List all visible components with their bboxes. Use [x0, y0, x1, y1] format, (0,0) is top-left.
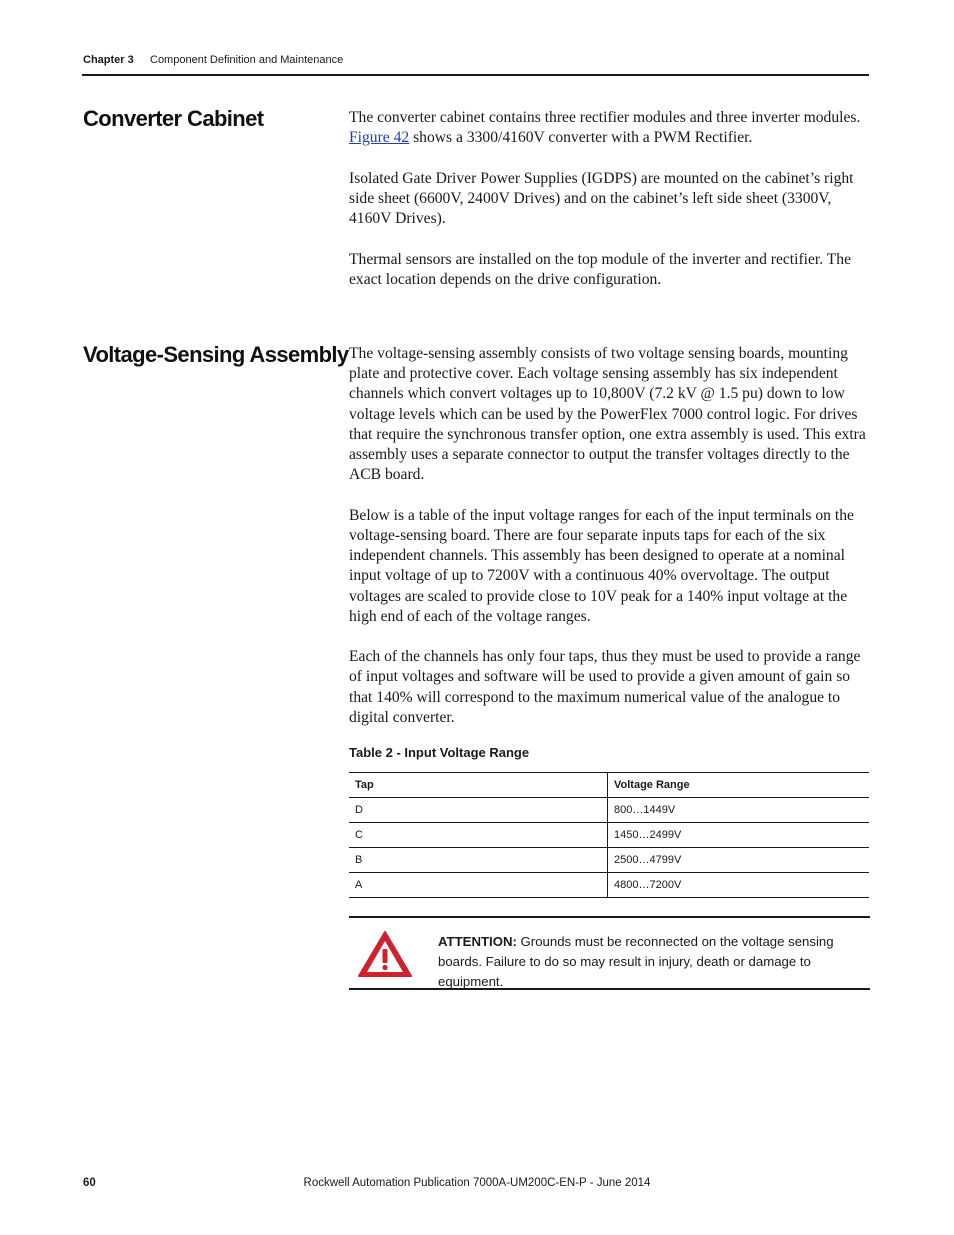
voltage-range-cell: 800…1449V [608, 798, 870, 823]
voltage-paragraph-1: The voltage-sensing assembly consists of two voltage sensing boards, mounting plate and protective cover. Each voltage sensing assembly has six independent channels which convert voltages up to 10,800V (7.2 kV @ 1.5 pu) down to low voltage levels which can be used by the PowerFlex 7000 control logic. For drives that require the synchronous transfer option, one extra assembly is used. This extra assembly uses a separate connector to output the transfer voltages directly to the ACB board. [349, 345, 866, 484]
converter-p1-text-end: shows a 3300/4160V converter with a PWM Rectifier. [409, 129, 753, 147]
converter-paragraph-2: Isolated Gate Driver Power Supplies (IGDPS) are mounted on the cabinet’s right side sheet (6600V, 2400V Drives) and on the cabinet’s left side sheet (3300V, 4160V Drives). [349, 169, 854, 228]
table-row [349, 798, 869, 823]
running-header [83, 54, 344, 66]
warning-triangle-icon [357, 930, 413, 978]
table-row [349, 848, 869, 873]
converter-p1-text: The converter cabinet contains three rectifier modules and three inverter modules. [349, 109, 861, 126]
voltage-sensing-heading: Voltage-Sensing Assembly [83, 342, 349, 367]
table-caption: Table 2 - Input Voltage Range [349, 745, 530, 760]
voltage-sensing-body [349, 344, 869, 748]
tap-cell: C [349, 823, 608, 848]
page-number: 60 [83, 1177, 96, 1189]
tap-cell: B [349, 848, 608, 873]
converter-cabinet-body [349, 108, 869, 310]
attention-message [438, 932, 858, 992]
figure-42-link[interactable]: Figure 42 [349, 129, 410, 147]
column-header-voltage-range: Voltage Range [608, 773, 870, 798]
attention-box [349, 916, 870, 990]
voltage-range-cell: 2500…4799V [608, 848, 870, 873]
table-row [349, 823, 869, 848]
chapter-title: Component Definition and Maintenance [150, 54, 344, 66]
voltage-range-cell: 1450…2499V [608, 823, 870, 848]
column-header-tap: Tap [349, 773, 608, 798]
converter-paragraph-1 [349, 108, 869, 148]
converter-paragraph-3: Thermal sensors are installed on the top module of the inverter and rectifier. The exact location depends on the drive configuration. [349, 250, 852, 288]
table-row [349, 873, 869, 898]
attention-label: ATTENTION: [438, 934, 517, 949]
converter-cabinet-heading: Converter Cabinet [83, 106, 264, 131]
table-header-row [349, 773, 869, 798]
tap-cell: A [349, 873, 608, 898]
tap-cell: D [349, 798, 608, 823]
attention-text: Grounds must be reconnected on the voltage sensing boards. Failure to do so may result in injury, death or damage to equipment. [438, 934, 834, 989]
header-rule [82, 74, 869, 76]
voltage-paragraph-2: Below is a table of the input voltage ranges for each of the input terminals on the voltage-sensing board. There are four separate inputs taps for each of the six independent channels. This assembly has been designed to operate at a nominal input voltage of up to 7200V with a continuous 40% overvoltage. The output voltages are scaled to provide close to 10V peak for a 140% input voltage at the high end of each of the voltage ranges. [349, 506, 854, 625]
input-voltage-table [349, 772, 869, 898]
chapter-label: Chapter 3 [83, 54, 134, 66]
voltage-range-cell: 4800…7200V [608, 873, 870, 898]
footer-publication: Rockwell Automation Publication 7000A-UM200C-EN-P - June 2014 [303, 1177, 651, 1189]
voltage-paragraph-3: Each of the channels has only four taps, thus they must be used to provide a range of input voltages and software will be used to provide a given amount of gain so that 140% will correspond to the maximum numerical value of the analogue to digital converter. [349, 648, 861, 726]
